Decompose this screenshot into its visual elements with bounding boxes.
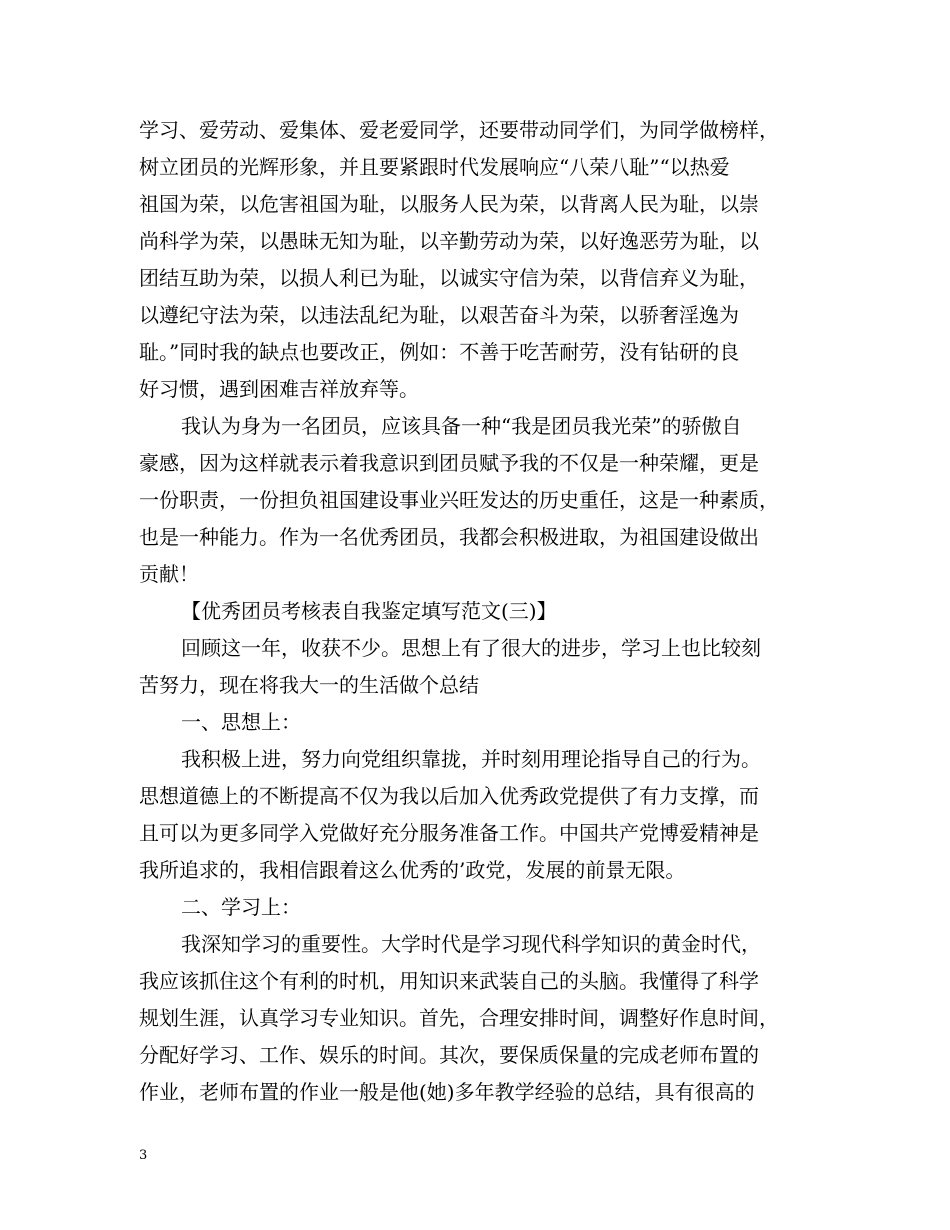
body-line: 学习、爱劳动、爱集体、爱老爱同学，还要带动同学们，为同学做榜样，	[139, 118, 779, 142]
body-line: 贡献！	[139, 562, 199, 586]
body-line: 一份职责，一份担负祖国建设事业兴旺发达的历史重任，这是一种素质，	[139, 488, 779, 512]
body-line: 也是一种能力。作为一名优秀团员，我都会积极进取，为祖国建设做出	[139, 525, 759, 549]
body-line: 好习惯，遇到困难吉祥放弃等。	[139, 377, 419, 401]
body-line: 且可以为更多同学入党做好充分服务准备工作。中国共产党博爱精神是	[139, 821, 759, 845]
body-line: 耻。”同时我的缺点也要改正，例如：不善于吃苦耐劳，没有钻研的良	[139, 340, 740, 364]
page-number: 3	[139, 1148, 148, 1163]
subheading: 一、思想上：	[181, 710, 301, 734]
body-line: 树立团员的光辉形象，并且要紧跟时代发展响应“八荣八耻”“以热爱	[139, 155, 730, 179]
body-line: 团结互助为荣，以损人利已为耻，以诚实守信为荣，以背信弃义为耻，	[139, 266, 759, 290]
paragraph-start-line: 我认为身为一名团员，应该具备一种“我是团员我光荣”的骄傲自	[181, 414, 742, 438]
body-line: 苦努力，现在将我大一的生活做个总结	[139, 673, 479, 697]
paragraph-start-line: 回顾这一年，收获不少。思想上有了很大的进步，学习上也比较刻	[181, 636, 761, 660]
subheading: 二、学习上：	[181, 895, 301, 919]
body-line: 思想道德上的不断提高不仅为我以后加入优秀政党提供了有力支撑，而	[139, 784, 759, 808]
body-line: 作业，老师布置的作业一般是他(她)多年教学经验的总结，具有很高的	[139, 1080, 755, 1104]
body-line: 以遵纪守法为荣，以违法乱纪为耻，以艰苦奋斗为荣，以骄奢淫逸为	[139, 303, 739, 327]
body-line: 我应该抓住这个有利的时机，用知识来武装自己的头脑。我懂得了科学	[139, 969, 759, 993]
body-line: 规划生涯，认真学习专业知识。首先，合理安排时间，调整好作息时间，	[139, 1006, 779, 1030]
body-line: 豪感，因为这样就表示着我意识到团员赋予我的不仅是一种荣耀，更是	[139, 451, 759, 475]
body-line: 分配好学习、工作、娱乐的时间。其次，要保质保量的完成老师布置的	[139, 1043, 759, 1067]
paragraph-start-line: 我积极上进，努力向党组织靠拢，并时刻用理论指导自己的行为。	[181, 747, 761, 771]
paragraph-start-line: 我深知学习的重要性。大学时代是学习现代科学知识的黄金时代，	[181, 932, 761, 956]
body-line: 尚科学为荣，以愚昧无知为耻，以辛勤劳动为荣，以好逸恶劳为耻，以	[139, 229, 759, 253]
body-line: 我所追求的，我相信跟着这么优秀的’政党，发展的前景无限。	[139, 858, 686, 882]
body-line: 祖国为荣，以危害祖国为耻，以服务人民为荣，以背离人民为耻，以崇	[139, 192, 759, 216]
section-heading: 【优秀团员考核表自我鉴定填写范文(三)】	[181, 599, 557, 623]
